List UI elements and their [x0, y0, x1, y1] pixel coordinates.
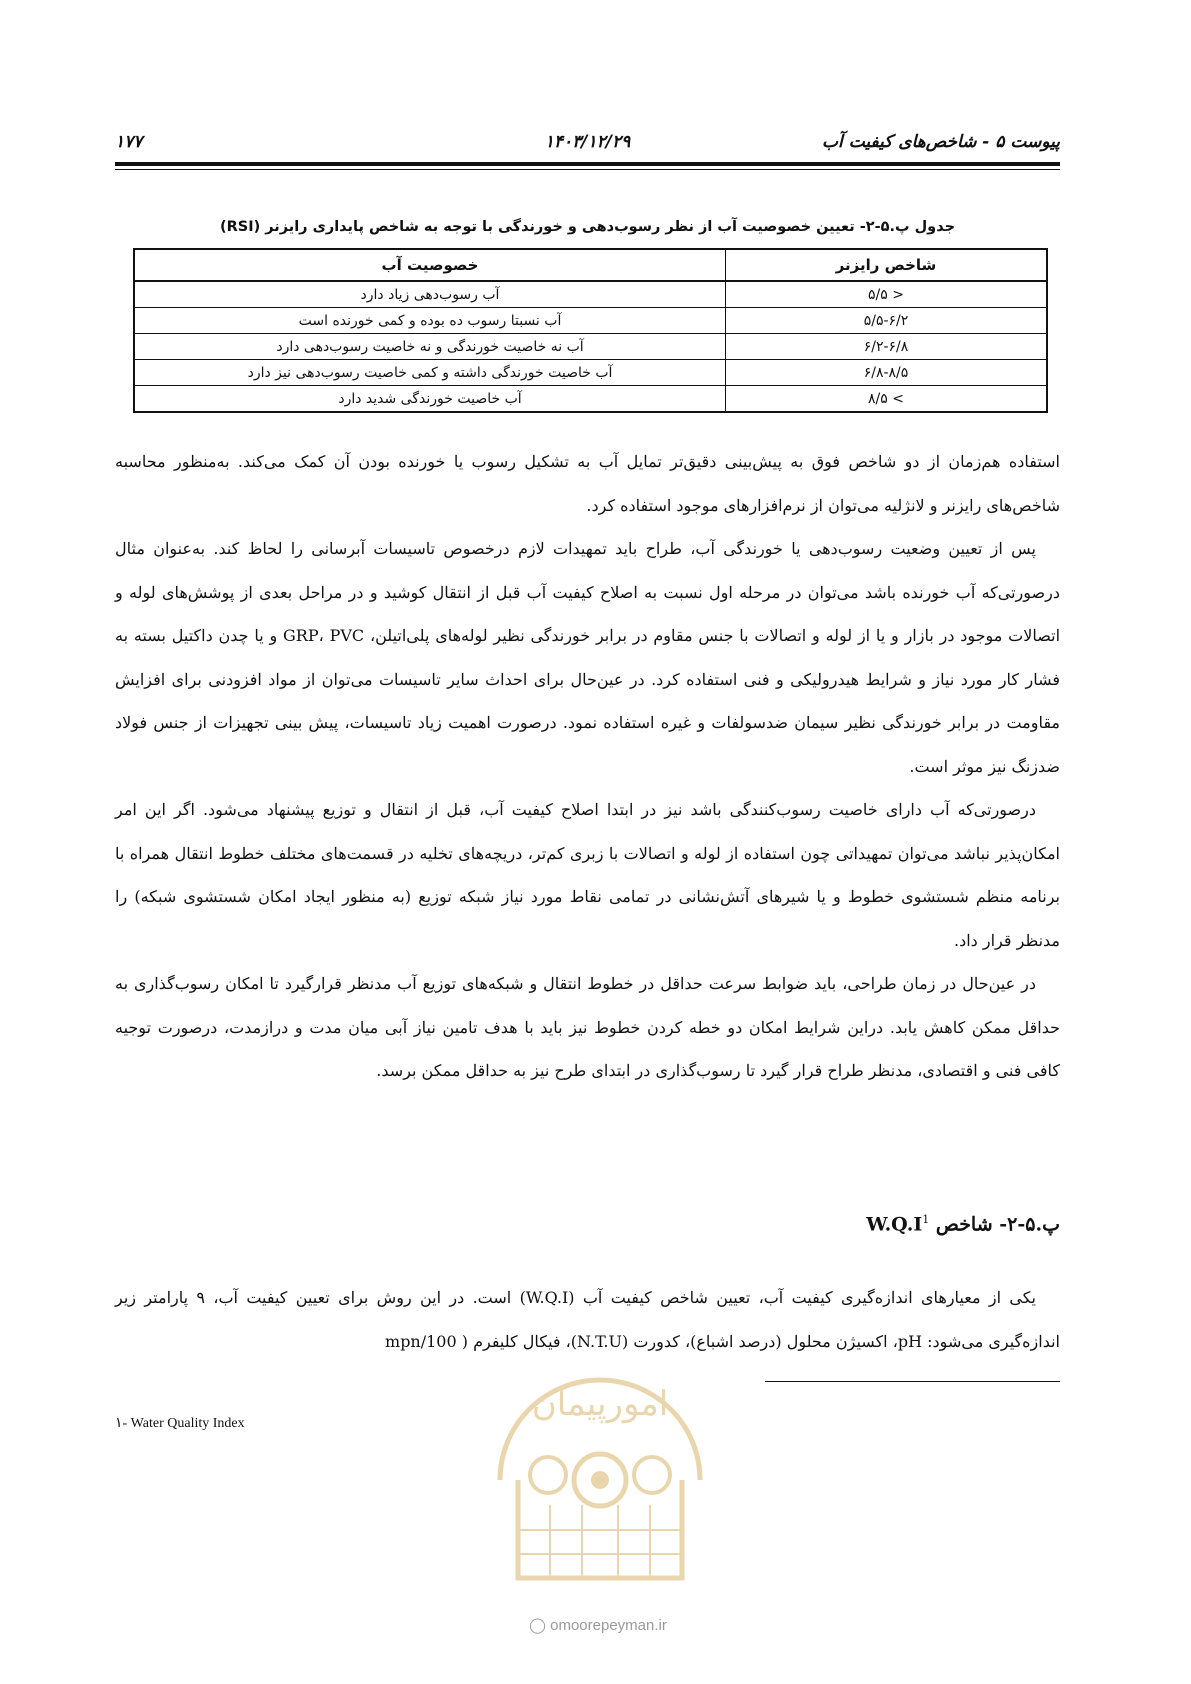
table-header-property: خصوصیت آب [134, 249, 726, 281]
paragraph: درصورتی‌که آب دارای خاصیت رسوب‌کنندگی باشد نیز در ابتدا اصلاح کیفیت آب، قبل از انتقال و توزیع پیشنهاد می‌شود. اگر این امر امکان‌پذیر نباشد می‌توان تمهیداتی چون استفاده از لوله و اتصالات با زبری کم‌تر، دریچه‌های تخلیه در قسمت‌های مختلف خطوط انتقال همراه با برنامه منظم شستشوی خطوط و یا شیرهای آتش‌نشانی در تمامی نقاط مورد نیاز شبکه توزیع (به منظور ایجاد امکان شستشوی شبکه) را مدنظر قرار داد. [115, 800, 1060, 950]
table-cell-property: آب خاصیت خورندگی شدید دارد [134, 386, 726, 413]
body-text [115, 440, 1060, 1093]
table-cell-rsi: < ۵/۵ [726, 281, 1048, 308]
header-date: ۱۴۰۳/۱۲/۲۹ [544, 132, 631, 152]
footnote-separator [765, 1381, 1060, 1382]
table-row [134, 281, 1047, 308]
section-heading [115, 1213, 1060, 1235]
paragraph: استفاده هم‌زمان از دو شاخص فوق به پیش‌بینی دقیق‌تر تمایل آب به تشکیل رسوب یا خورنده بودن آن کمک می‌کند. به‌منظور محاسبه شاخص‌های رایزنر و لانژلیه می‌توان از نرم‌افزارهای موجود استفاده کرد. [115, 452, 1060, 515]
table-cell-property: آب خاصیت خورندگی داشته و کمی خاصیت رسوب‌دهی نیز دارد [134, 360, 726, 386]
paragraph: پس از تعیین وضعیت رسوب‌دهی یا خورندگی آب، طراح باید تمهیدات لازم درخصوص تاسیسات آبرسانی را لحاظ کند. به‌عنوان مثال درصورتی‌که آب خورنده باشد می‌توان در مرحله اول نسبت به اصلاح کیفیت آب قبل از انتقال کوشید و در مراحل بعدی از پوشش‌های لوله و اتصالات موجود در بازار و یا از لوله و اتصالات با جنس مقاوم در برابر خورندگی نظیر لوله‌های پلی‌اتیلن، GRP، PVC و یا چدن داکتیل بسته به فشار کار مورد نیاز و شرایط هیدرولیکی و فنی استفاده کرد. در عین‌حال برای احداث سایر تاسیسات می‌توان از مواد افزودنی برای افزایش مقاومت در برابر خورندگی نظیر سیمان ضدسولفات و غیره استفاده نمود. درصورت اهمیت زیاد تاسیسات، پیش بینی تجهیزات از جنس فولاد ضدزنگ نیز موثر است. [115, 539, 1061, 776]
table-row [134, 386, 1047, 413]
paragraph: یکی از معیارهای اندازه‌گیری کیفیت آب، تعیین شاخص کیفیت آب (W.Q.I) است. در این روش برای تعیین کیفیت آب، ۹ پارامتر زیر اندازه‌گیری می‌شود: pH، اکسیژن محلول (درصد اشباع)، کدورت (N.T.U)، فیکال کلیفرم ( mpn/100 [115, 1288, 1060, 1351]
footnote-mark: 1 [922, 1213, 930, 1226]
table-cell-rsi: ۵/۵-۶/۲ [726, 308, 1048, 334]
table-caption: جدول پ.۵-۲- تعیین خصوصیت آب از نظر رسوب‌دهی و خورندگی با توجه به شاخص پایداری رایزنر (RSI) [219, 219, 956, 235]
footnote: ۱- Water Quality Index [115, 1416, 245, 1431]
table-cell-property: آب نه خاصیت خورندگی و نه خاصیت رسوب‌دهی دارد [134, 334, 726, 360]
table-row [134, 360, 1047, 386]
rsi-table [133, 248, 1048, 413]
table-row [134, 308, 1047, 334]
watermark-logo [480, 1330, 720, 1620]
watermark-url-text: omoorepeyman.ir [550, 1617, 667, 1634]
header-title: پیوست ۵ - شاخص‌های کیفیت آب [822, 132, 1060, 152]
section-heading-text: پ.۵-۲- شاخص W.Q.I [866, 1213, 1060, 1236]
page-header [115, 128, 1060, 158]
table-row [134, 334, 1047, 360]
table-cell-rsi: ۶/۸-۸/۵ [726, 360, 1048, 386]
watermark-text: امورپیمان [531, 1384, 669, 1424]
table-cell-rsi: ۶/۲-۶/۸ [726, 334, 1048, 360]
watermark-url: ◯ omoorepeyman.ir [529, 1617, 667, 1634]
table-cell-rsi: > ۸/۵ [726, 386, 1048, 413]
header-rule-thick [115, 162, 1060, 166]
table-cell-property: آب رسوب‌دهی زیاد دارد [134, 281, 726, 308]
table-header-rsi: شاخص رایزنر [726, 249, 1048, 281]
header-rule-thin [115, 169, 1060, 170]
paragraph: در عین‌حال در زمان طراحی، باید ضوابط سرعت حداقل در خطوط انتقال و شبکه‌های توزیع آب مدنظر قرارگیرد تا امکان رسوب‌گذاری به حداقل ممکن کاهش یابد. دراین شرایط امکان دو خطه کردن خطوط نیز باید با هدف تامین نیاز آبی میان مدت و درازمدت، درصورت توجیه کافی فنی و اقتصادی، مدنظر طراح قرار گیرد تا رسوب‌گذاری در ابتدای طرح نیز به حداقل ممکن برسد. [115, 974, 1061, 1080]
table-cell-property: آب نسبتا رسوب ده بوده و کمی خورنده است [134, 308, 726, 334]
page-number: ۱۷۷ [115, 132, 143, 152]
table-header-row [134, 249, 1047, 281]
